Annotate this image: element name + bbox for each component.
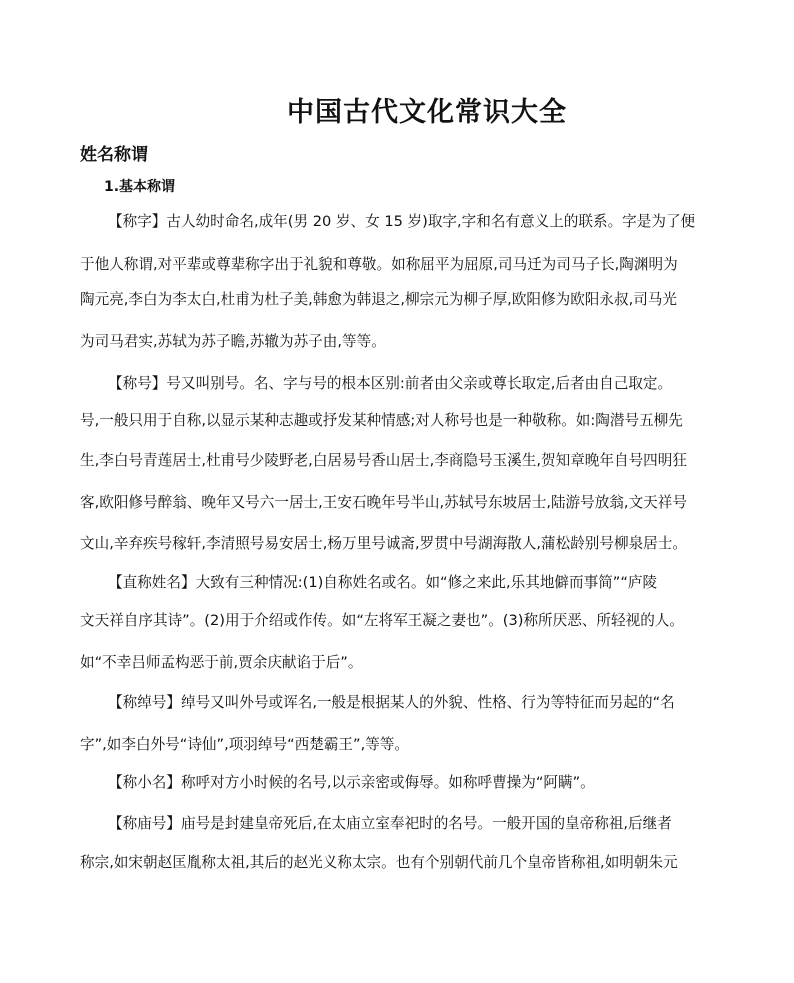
paragraph-line: 陶元亮,李白为李太白,杜甫为杜子美,韩愈为韩退之,柳宗元为柳子厚,欧阳修为欧阳永叔,司马光 xyxy=(80,291,677,308)
paragraph-line: 字”,如李白外号“诗仙”,项羽绰号“西楚霸王”,等等。 xyxy=(80,736,410,753)
paragraph-line: 号,一般只用于自称,以显示某种志趣或抒发某种情感;对人称号也是一种敬称。如:陶潜号五柳先 xyxy=(80,412,683,429)
paragraph-line: 【称字】古人幼时命名,成年(男 20 岁、女 15 岁)取字,字和名有意义上的联系。字是为了便 xyxy=(108,213,696,230)
subsection-heading: 1.基本称谓 xyxy=(104,179,176,195)
paragraph-line: 为司马君实,苏轼为苏子瞻,苏辙为苏子由,等等。 xyxy=(80,333,386,350)
paragraph-line: 【称小名】称呼对方小时候的名号,以示亲密或侮辱。如称呼曹操为“阿瞒”。 xyxy=(108,774,595,791)
paragraph-line: 【称号】号又叫别号。名、字与号的根本区别:前者由父亲或尊长取定,后者由自己取定。 xyxy=(108,375,673,392)
paragraph-line: 【称庙号】庙号是封建皇帝死后,在太庙立室奉祀时的名号。一般开国的皇帝称祖,后继者 xyxy=(108,815,672,832)
section-heading: 姓名称谓 xyxy=(80,145,148,165)
paragraph-line: 称宗,如宋朝赵匡胤称太祖,其后的赵光义称太宗。也有个别朝代前几个皇帝皆称祖,如明朝朱元 xyxy=(80,854,678,871)
paragraph-line: 文天祥自序其诗”。(2)用于介绍或作传。如“左将军王凝之妻也”。(3)称所厌恶、所轻视的人。 xyxy=(80,612,684,629)
paragraph-line: 文山,辛弃疾号稼轩,李清照号易安居士,杨万里号诚斋,罗贯中号湖海散人,蒲松龄别号柳泉居士。 xyxy=(80,535,687,552)
paragraph-line: 【称绰号】绰号又叫外号或诨名,一般是根据某人的外貌、性格、行为等特征而另起的“名 xyxy=(108,694,675,711)
paragraph-line: 客,欧阳修号醉翁、晚年又号六一居士,王安石晚年号半山,苏轼号东坡居士,陆游号放翁,文天祥号 xyxy=(80,494,687,511)
paragraph-line: 如“不幸吕师孟构恶于前,贾余庆献谄于后”。 xyxy=(80,654,363,671)
paragraph-line: 【直称姓名】大致有三种情况:(1)自称姓名或名。如“修之来此,乐其地僻而事简”“庐陵 xyxy=(108,574,658,591)
paragraph-line: 生,李白号青莲居士,杜甫号少陵野老,白居易号香山居士,李商隐号玉溪生,贺知章晚年自号四明狂 xyxy=(80,452,687,469)
page-title: 中国古代文化常识大全 xyxy=(287,97,567,128)
paragraph-line: 于他人称谓,对平辈或尊辈称字出于礼貌和尊敬。如称屈平为屈原,司马迁为司马子长,陶渊明为 xyxy=(80,256,678,273)
